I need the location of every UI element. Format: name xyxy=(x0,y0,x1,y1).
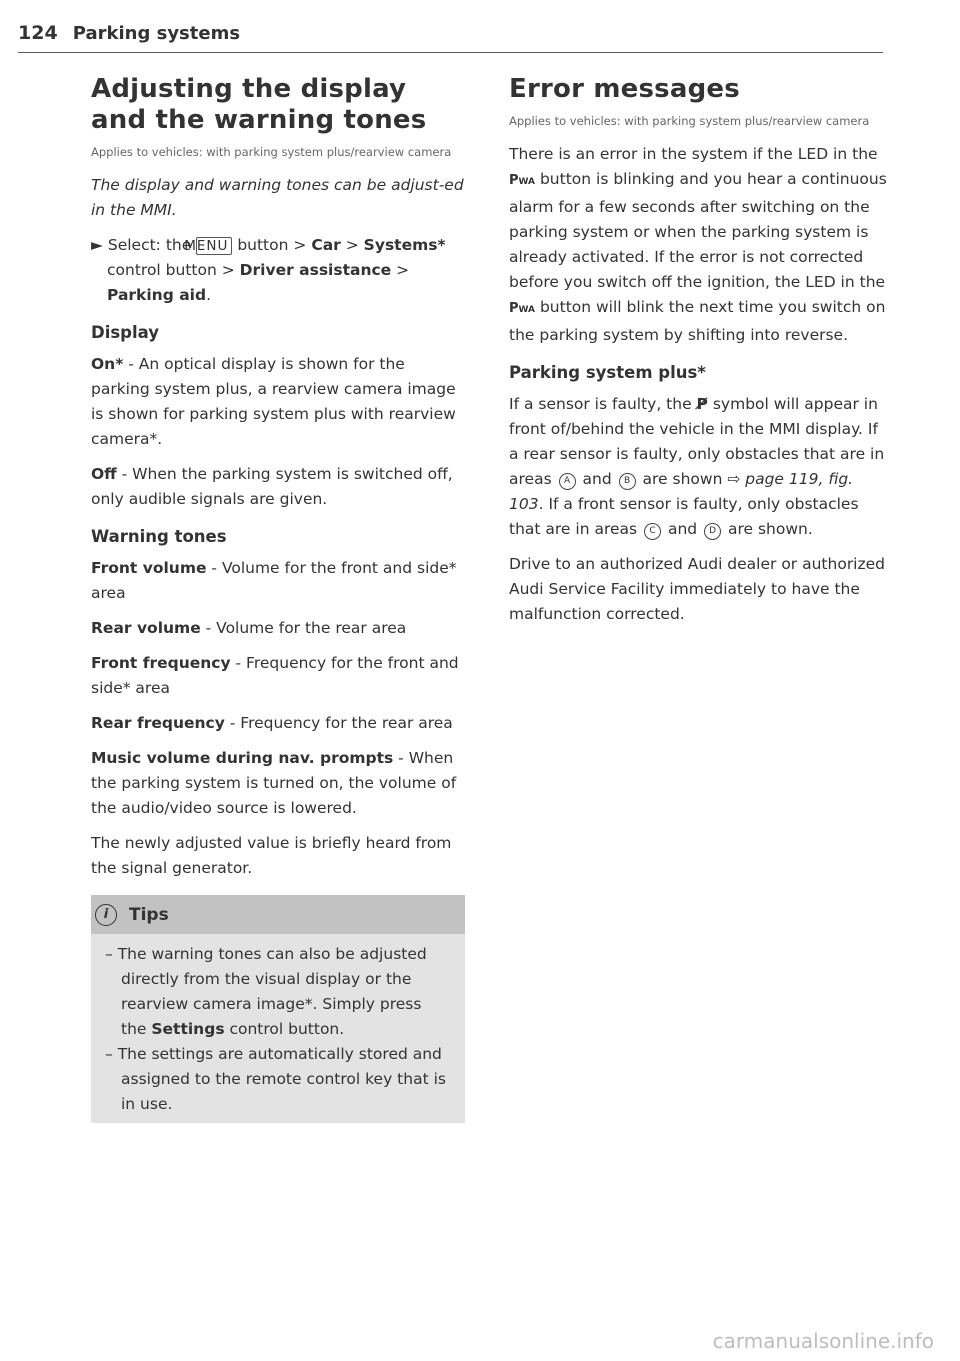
area-a-marker: A xyxy=(559,473,576,490)
warning-item-text: - Volume for the rear area xyxy=(200,619,407,637)
tips-box xyxy=(91,895,465,1123)
step-bullet: ► xyxy=(91,236,103,254)
text: and xyxy=(577,470,617,488)
applies-to-note: Applies to vehicles: with parking system plus/rearview camera xyxy=(91,145,452,159)
warning-item-label: Front frequency xyxy=(91,654,231,672)
display-item-label: Off xyxy=(91,465,117,483)
parking-button-sub: WA xyxy=(518,177,536,187)
tip-dash: – xyxy=(105,1045,113,1063)
warning-item-music-volume xyxy=(91,746,465,821)
parking-button-letter: P xyxy=(509,301,519,316)
step-arrow-2: > xyxy=(345,236,359,254)
warning-item-text: - Volume for the front and side* area xyxy=(91,559,457,602)
area-b-marker: B xyxy=(619,473,636,490)
right-column xyxy=(509,74,887,637)
warning-item-label: Rear volume xyxy=(91,619,201,637)
warning-item-front-volume xyxy=(91,556,465,606)
step-button-word: button xyxy=(237,236,289,254)
tip-text: control button. xyxy=(224,1020,345,1038)
step-control-button: control button xyxy=(107,261,217,279)
text: and xyxy=(663,520,703,538)
area-d-marker: D xyxy=(704,523,721,540)
error-paragraph-2 xyxy=(509,392,887,542)
warning-item-front-frequency xyxy=(91,651,465,701)
warning-tones-heading: Warning tones xyxy=(91,527,227,546)
parking-button-icon xyxy=(509,173,535,188)
step-driver-assistance: Driver assistance xyxy=(239,261,392,279)
tip-dash: – xyxy=(105,945,113,963)
intro-text: The display and warning tones can be adjust-ed in the MMI. xyxy=(91,176,464,219)
left-column xyxy=(91,74,465,1123)
step-select-prefix: Select: the xyxy=(107,236,192,254)
display-item-label: On* xyxy=(91,355,124,373)
warning-item-text: - When the parking system is turned on, the volume of the audio/video source is lowered. xyxy=(91,749,457,817)
text: button will blink the next time you switch on the parking system by shifting into reverse. xyxy=(509,298,886,344)
tip-text: The warning tones can also be adjusted directly from the visual display or the rearview camera image*. Simply press the xyxy=(117,945,427,1038)
page-reference-link[interactable]: ⇨ page 119, fig. 103 xyxy=(509,470,854,513)
section-title: Parking systems xyxy=(72,23,241,44)
display-item-on xyxy=(91,352,465,452)
watermark: carmanualsonline.info xyxy=(712,1329,934,1353)
warning-item-text: - Frequency for the rear area xyxy=(224,714,453,732)
parking-system-plus-heading: Parking system plus* xyxy=(509,363,706,382)
text: If a sensor is faulty, the xyxy=(509,395,697,413)
step-car: Car xyxy=(311,236,341,254)
text: symbol will appear in front of/behind the vehicle in the MMI display. If a rear sensor is faulty, only obstacles that are in areas xyxy=(509,395,885,488)
sensor-fault-icon: P̸ xyxy=(696,395,708,413)
step-arrow-4: > xyxy=(396,261,410,279)
display-heading: Display xyxy=(91,323,160,342)
error-paragraph-3: Drive to an authorized Audi dealer or authorized Audi Service Facility immediately to have the malfunction corrected. xyxy=(509,555,886,623)
page-header xyxy=(18,22,883,53)
step-systems: Systems* xyxy=(363,236,446,254)
tip-item xyxy=(105,942,447,1042)
step-parking-aid: Parking aid xyxy=(107,286,207,304)
text: There is an error in the system if the LED in the xyxy=(509,145,878,163)
text: . If a front sensor is faulty, only obstacles that are in areas xyxy=(509,495,859,538)
step-arrow-3: > xyxy=(221,261,235,279)
text: are shown. xyxy=(723,520,813,538)
closing-text: The newly adjusted value is briefly heard from the signal generator. xyxy=(91,834,452,877)
parking-button-sub: WA xyxy=(518,305,536,315)
page-number: 124 xyxy=(18,22,58,44)
tips-title: Tips xyxy=(129,904,169,925)
warning-item-text: - Frequency for the front and side* area xyxy=(91,654,459,697)
info-icon: i xyxy=(95,904,117,926)
warning-item-label: Rear frequency xyxy=(91,714,225,732)
text: button is blinking and you hear a continuous alarm for a few seconds after switching on the parking system or when the parking system is already activated. If the error is not corrected before you switch off the ignition, the LED in the xyxy=(509,170,887,291)
tips-header xyxy=(91,895,465,934)
tip-item xyxy=(105,1042,447,1117)
warning-item-rear-frequency xyxy=(91,711,465,736)
parking-button-icon xyxy=(509,301,535,316)
text: are shown xyxy=(637,470,728,488)
tips-list xyxy=(91,934,465,1117)
menu-key: MENU xyxy=(196,237,232,255)
step-arrow-1: > xyxy=(293,236,307,254)
warning-item-rear-volume xyxy=(91,616,465,641)
warning-item-label: Front volume xyxy=(91,559,207,577)
area-c-marker: C xyxy=(644,523,661,540)
error-messages-title: Error messages xyxy=(509,74,740,104)
applies-to-note: Applies to vehicles: with parking system plus/rearview camera xyxy=(509,114,870,128)
display-settings-title: Adjusting the display and the warning tones xyxy=(91,74,427,135)
parking-button-letter: P xyxy=(509,173,519,188)
tip-settings-label: Settings xyxy=(151,1020,225,1038)
display-item-off xyxy=(91,462,465,512)
error-paragraph-1 xyxy=(509,142,887,348)
display-item-text: - When the parking system is switched off, only audible signals are given. xyxy=(91,465,453,508)
select-step xyxy=(91,233,465,308)
tip-text: The settings are automatically stored and assigned to the remote control key that is in use. xyxy=(117,1045,446,1113)
display-item-text: - An optical display is shown for the parking system plus, a rearview camera image is shown for parking system plus with rearview camera*. xyxy=(91,355,456,448)
warning-item-label: Music volume during nav. prompts xyxy=(91,749,394,767)
step-period: . xyxy=(206,286,211,304)
